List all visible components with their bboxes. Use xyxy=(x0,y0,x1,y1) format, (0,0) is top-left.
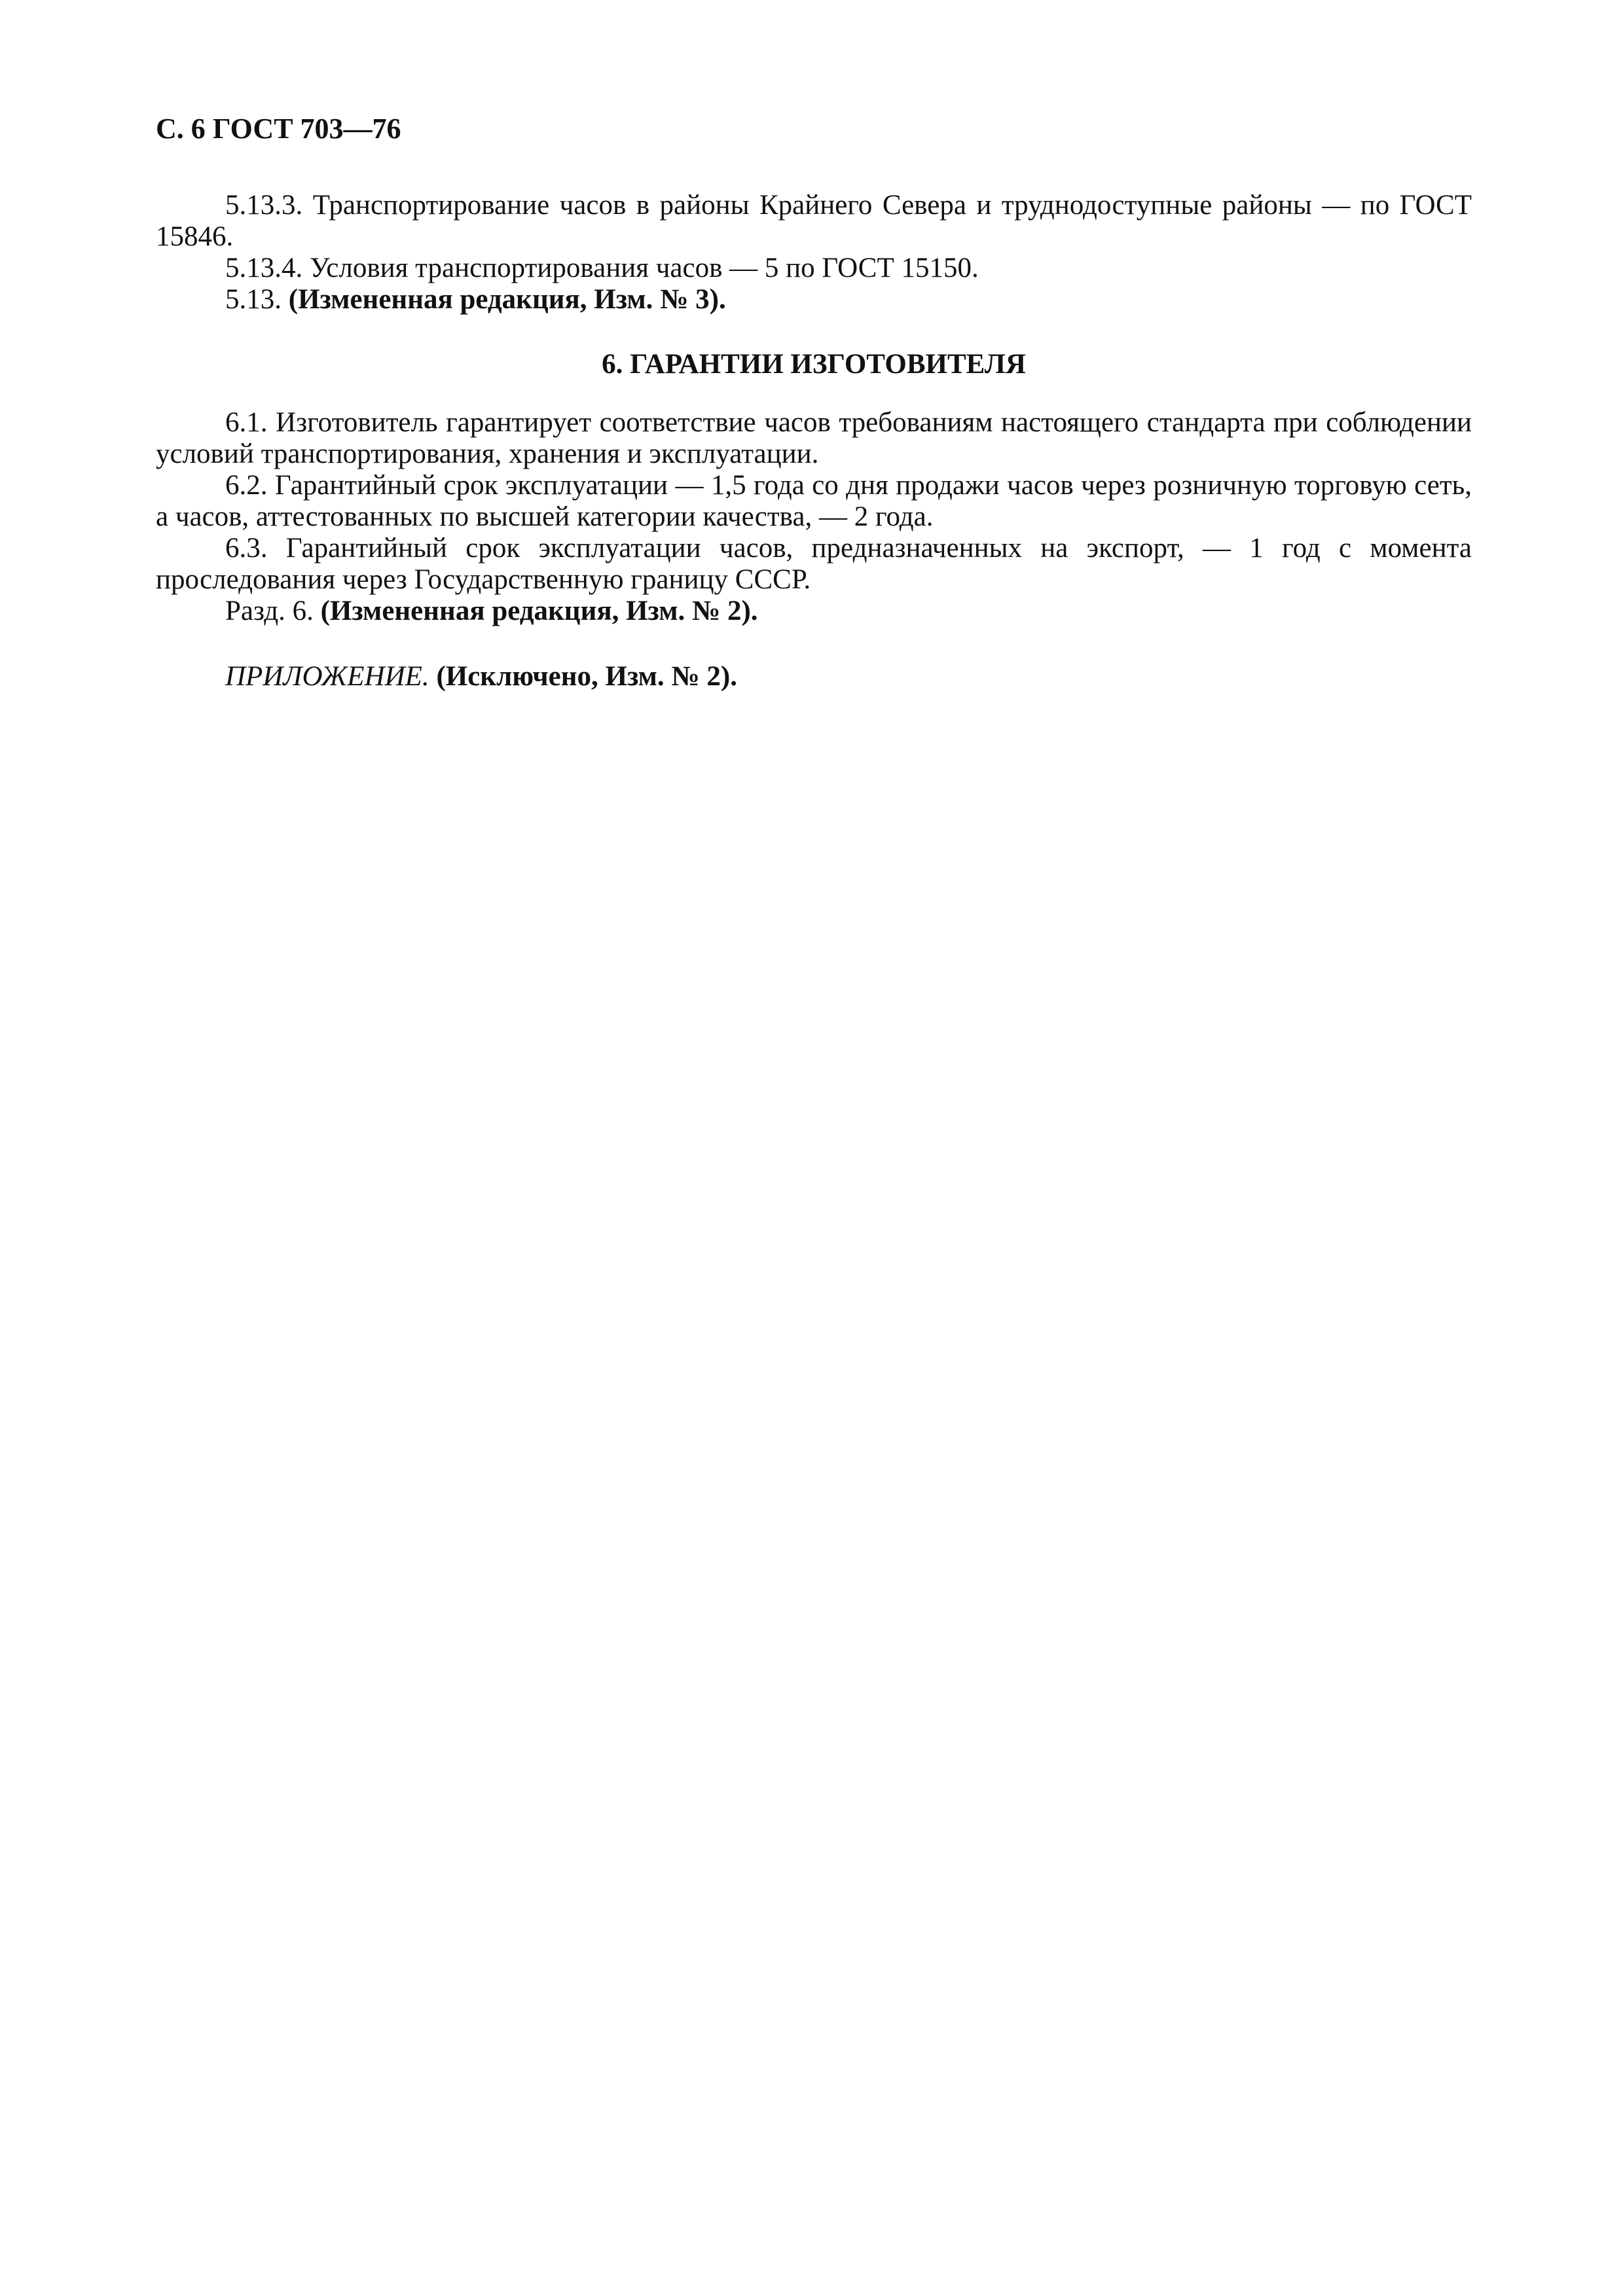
paragraph-5-13-4: 5.13.4. Условия транспортирования часов — 5 по ГОСТ 15150. xyxy=(225,253,979,283)
section-ref: Разд. 6. xyxy=(225,596,321,626)
appendix-label: ПРИЛОЖЕНИЕ. xyxy=(225,661,429,692)
appendix-note xyxy=(156,661,1472,692)
document-body xyxy=(156,190,1472,692)
amendment-note: (Измененная редакция, Изм. № 3). xyxy=(288,284,726,315)
section-title: 6. ГАРАНТИИ ИЗГОТОВИТЕЛЯ xyxy=(602,349,1026,380)
paragraph-6-3: 6.3. Гарантийный срок эксплуатации часов, предназначенных на экспорт, — 1 год с момента проследования через Государственную границу СССР. xyxy=(156,533,1472,595)
paragraph-6-2: 6.2. Гарантийный срок эксплуатации — 1,5 года со дня продажи часов через розничную торговую сеть, а часов, аттестованных по высшей категории качества, — 2 года. xyxy=(156,470,1472,532)
page-header: С. 6 ГОСТ 703—76 xyxy=(156,113,401,145)
clause-number: 5.13. xyxy=(225,284,289,315)
appendix-status: (Исключено, Изм. № 2). xyxy=(429,661,737,692)
paragraph-6-1: 6.1. Изготовитель гарантирует соответствие часов требованиям настоящего стандарта при соблюдении условий транспортирования, хранения и эксплуатации. xyxy=(156,407,1472,469)
paragraph-5-13-note xyxy=(156,284,1472,315)
amendment-note: (Измененная редакция, Изм. № 2). xyxy=(320,596,758,626)
section-6-note xyxy=(156,596,1472,627)
paragraph-5-13-3: 5.13.3. Транспортирование часов в районы Крайнего Севера и труднодоступные районы — по ГОСТ 15846. xyxy=(156,190,1472,252)
